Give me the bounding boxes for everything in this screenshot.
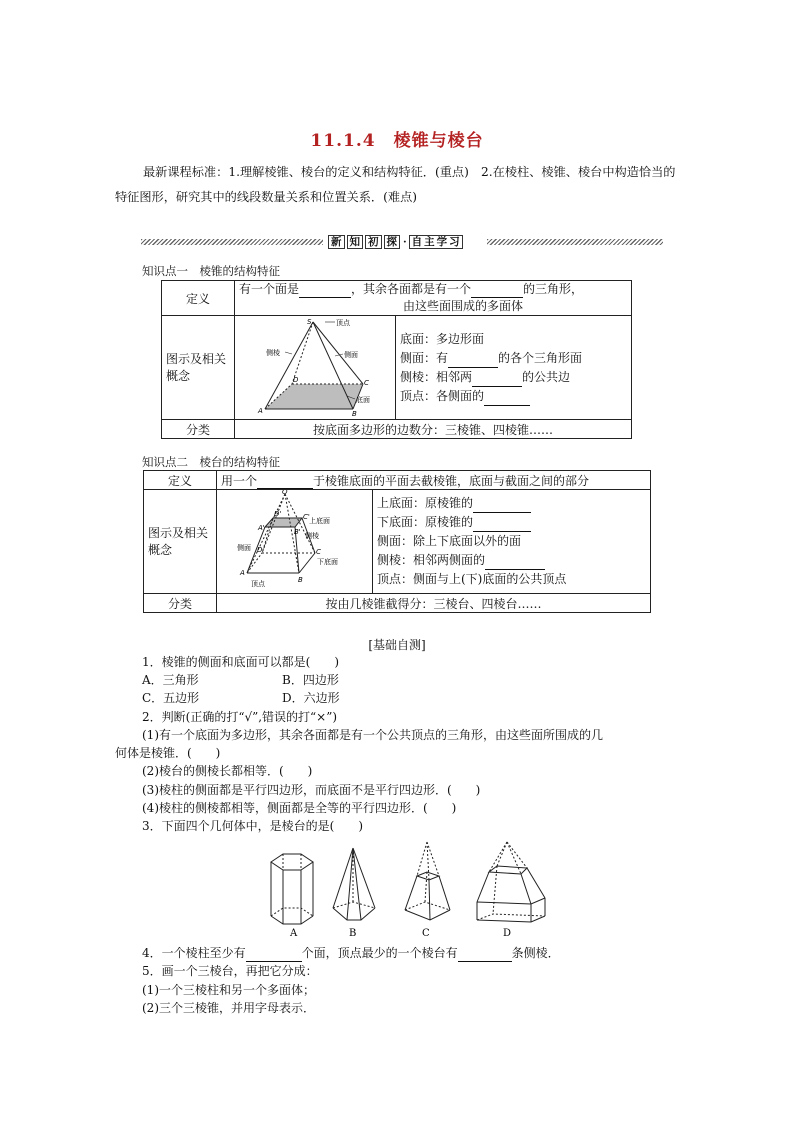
page-title: 11.1.4 棱锥与棱台 — [310, 131, 484, 151]
label-edge: 侧棱 — [266, 349, 280, 357]
label-c2: C — [316, 548, 321, 556]
k2-concepts-cell: 上底面：原棱锥的 下底面：原棱锥的 侧面：除上下底面以外的面 侧棱：相邻两侧面的 顶点：侧面与上(下)底面的公共顶点 — [373, 490, 651, 594]
label-s: S — [307, 318, 312, 326]
q5: 5．画一个三棱台，再把它分成： — [142, 964, 318, 978]
q2-1a: (1)有一个底面为多边形，其余各面都是有一个公共顶点的三角形，由这些面所围成的几 — [142, 728, 604, 742]
figure-b-label: B — [349, 928, 357, 939]
q1-option-a: A．三角形 — [142, 673, 199, 687]
k2-cls: 按由几棱锥截得分：三棱台、四棱台…… — [217, 594, 651, 613]
frustum-figure — [217, 490, 372, 590]
k1-figure-cell — [235, 316, 396, 420]
q2-1b: 何体是棱锥．( ) — [115, 746, 221, 760]
q1: 1．棱锥的侧面和底面可以都是( ) — [142, 655, 339, 669]
standard-label: 最新课程标准： — [143, 165, 229, 179]
k1-heading: 知识点一 棱锥的结构特征 — [142, 264, 280, 278]
k1-cls: 按底面多边形的边数分：三棱锥、四棱锥…… — [235, 420, 632, 439]
q1-option-d: D．六边形 — [282, 691, 340, 705]
k1-def-cell: 有一个面是 ，其余各面都是有一个 的三角形， 由这些面围成的多面体 — [235, 281, 632, 316]
k2-cls-label: 分类 — [144, 594, 217, 613]
k2-def-label: 定义 — [144, 471, 217, 490]
label-vertex: 顶点 — [336, 319, 350, 327]
q1-option-b: B．四边形 — [282, 673, 339, 687]
k1-def-label: 定义 — [162, 281, 235, 316]
label-b1: B' — [294, 528, 301, 536]
label-bottom-base: 下底面 — [317, 558, 338, 566]
q2-4: (4)棱柱的侧棱都相等，侧面都是全等的平行四边形．( ) — [142, 801, 457, 815]
banner-hatch-right — [487, 239, 663, 245]
label-o: O — [282, 490, 288, 496]
k2-table — [143, 470, 651, 613]
label-d1: D' — [274, 510, 282, 518]
section-banner — [141, 233, 663, 251]
q2-2: (2)棱台的侧棱长都相等．( ) — [142, 764, 313, 778]
q5-2: (2)三个三棱锥，并用字母表示． — [142, 1001, 315, 1015]
label-face2: 侧面 — [237, 544, 251, 552]
k2-fig-label: 图示及相关概念 — [144, 490, 217, 594]
pyramid-figure — [235, 316, 395, 416]
label-a2: A — [240, 569, 245, 577]
banner-hatch-left — [141, 239, 323, 245]
standard-text: 1.理解棱锥、棱台的定义和结构特征．(重点) 2.在棱柱、棱锥、棱台中构造恰当的特征图形，研究其中的线段数量关系和位置关系．(难点) — [115, 165, 676, 204]
label-face: 侧面 — [344, 351, 358, 359]
figure-d — [477, 842, 545, 922]
label-c: C — [364, 379, 369, 387]
k1-table — [161, 280, 632, 439]
q4: 4．一个棱柱至少有 个面，顶点最少的一个棱台有 条侧棱． — [142, 946, 560, 960]
label-vertex2: 顶点 — [251, 580, 265, 588]
label-a: A — [258, 407, 263, 415]
q2: 2．判断(正确的打“√”,错误的打“×”) — [142, 710, 338, 724]
figure-a-label: A — [290, 928, 298, 939]
label-top-base: 上底面 — [309, 517, 330, 525]
curriculum-standard — [115, 160, 683, 210]
figure-a — [271, 854, 313, 924]
k2-heading: 知识点二 棱台的结构特征 — [142, 455, 280, 469]
k1-fig-label: 图示及相关概念 — [162, 316, 235, 420]
k1-cls-label: 分类 — [162, 420, 235, 439]
label-base: 底面 — [356, 396, 370, 404]
label-edge2: 侧棱 — [305, 532, 319, 540]
label-d: D — [293, 376, 299, 384]
k1-concepts-cell: 底面：多边形面 侧面：有 的各个三角形面 侧棱：相邻两 的公共边 顶点：各侧面的 — [396, 316, 632, 420]
q3: 3．下面四个几何体中，是棱台的是( ) — [142, 819, 363, 833]
k2-def-cell: 用一个 于棱锥底面的平面去截棱锥，底面与截面之间的部分 — [217, 471, 651, 490]
figure-c — [405, 842, 450, 920]
test-heading: [基础自测] — [368, 638, 426, 652]
label-a1: A' — [258, 524, 265, 532]
label-c1: C' — [303, 513, 310, 521]
q5-1: (1)一个三棱柱和另一个多面体； — [142, 983, 315, 997]
q3-figures — [255, 838, 555, 942]
banner-label: 新 知 初 探 · 自 主 学 习 — [327, 234, 463, 249]
figure-b — [333, 848, 375, 920]
q2-3: (3)棱柱的侧面都是平行四边形，而底面不是平行四边形．( ) — [142, 783, 481, 797]
label-b: B — [352, 410, 357, 416]
figure-c-label: C — [422, 928, 430, 939]
q1-option-c: C．五边形 — [142, 691, 200, 705]
figure-d-label: D — [503, 928, 512, 939]
label-d2: D — [257, 546, 263, 554]
label-b2: B — [298, 576, 303, 584]
k2-figure-cell — [217, 490, 373, 594]
